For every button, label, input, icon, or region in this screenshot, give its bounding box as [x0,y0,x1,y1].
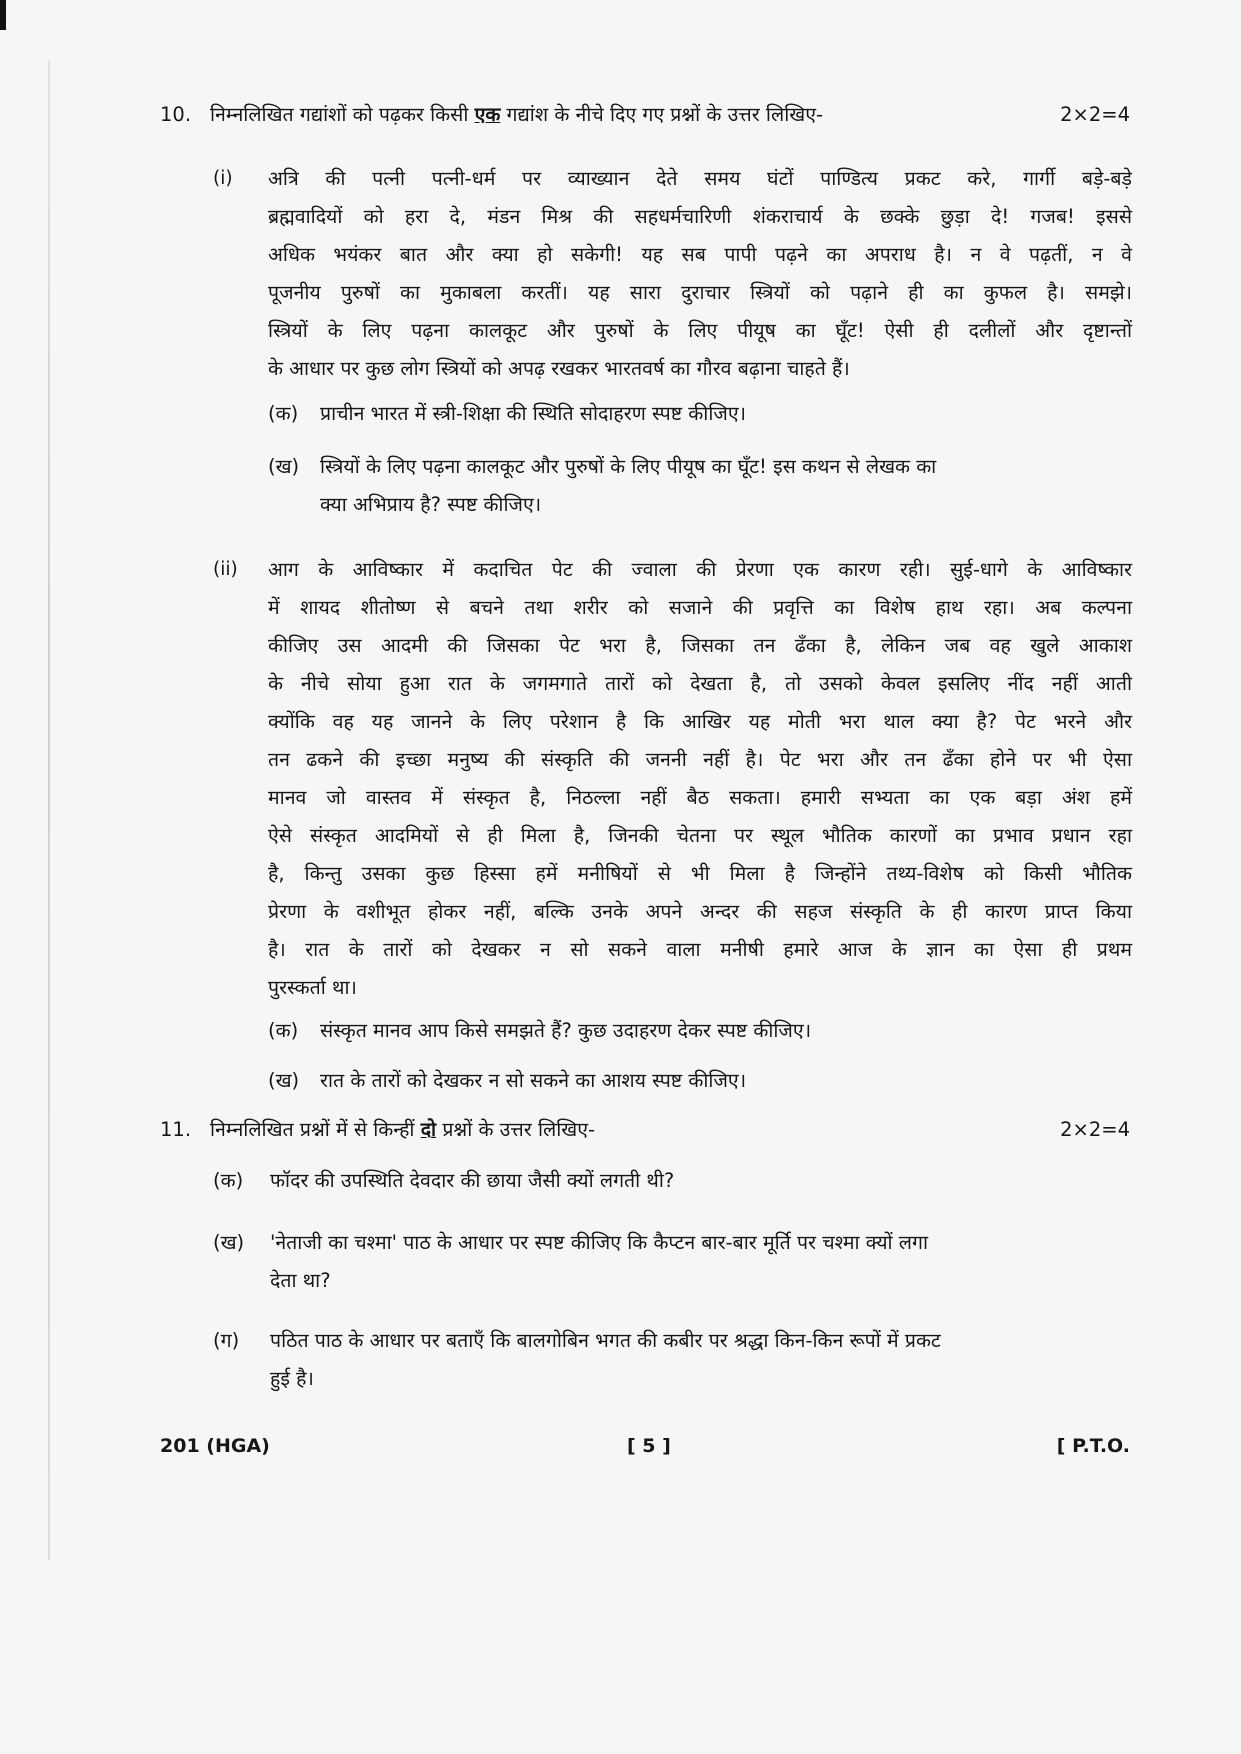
passage-line: के नीचे सोया हुआ रात के जगमगाते तारों को देखता है, तो उसको केवल इसलिए नींद नहीं आती [268,672,1132,695]
sub-question-label: (ग) [213,1329,240,1352]
passage-1 [268,160,1132,388]
question-instruction [210,1115,595,1145]
passage-line: क्योंकि वह यह जानने के लिए परेशान है कि आखिर यह मोती भरा थाल क्या है? पेट भरने और [268,710,1132,733]
instruction-emphasis: एक [474,103,501,126]
passage-line: अत्रि की पत्नी पत्नी-धर्म पर व्याख्यान देते समय घंटों पाण्डित्य प्रकट करे, गार्गी बड़े-बड़े [268,167,1132,190]
question-instruction [210,100,823,130]
sub-question-text: हुई है। [270,1367,314,1390]
sub-question-text: स्त्रियों के लिए पढ़ना कालकूट और पुरुषों के लिए पीयूष का घूँट! इस कथन से लेखक का [320,455,937,478]
passage-line: ऐसे संस्कृत आदमियों से ही मिला है, जिनकी चेतना पर स्थूल भौतिक कारणों का प्रभाव प्रधान रहा [268,824,1132,847]
question-number: 11. [160,1118,192,1141]
sub-question-label: (ख) [268,455,300,478]
instruction-text: निम्नलिखित प्रश्नों में से किन्हीं [210,1118,415,1141]
passage-line: आग के आविष्कार में कदाचित पेट की ज्वाला की प्रेरणा एक कारण रही। सुई-धागे के आविष्कार [268,558,1132,581]
instruction-emphasis: दो [420,1118,437,1141]
passage-2 [268,551,1132,1007]
passage-line: प्रेरणा के वशीभूत होकर नहीं, बल्कि उनके अपने अन्दर की सहज संस्कृति के ही कारण प्राप्त किया [268,900,1132,923]
sub-question-label: (ख) [213,1231,245,1254]
instruction-text: गद्यांश के नीचे दिए गए प्रश्नों के उत्तर लिखिए- [506,103,824,126]
sub-question-label: (क) [268,1019,299,1042]
passage-line: कीजिए उस आदमी की जिसका पेट भरा है, जिसका तन ढँका है, लेकिन जब वह खुले आकाश [268,634,1132,657]
passage-line: तन ढकने की इच्छा मनुष्य की संस्कृति की जननी नहीं है। पेट भरा और तन ढँका होने पर भी ऐसा [268,748,1132,771]
sub-question-text: रात के तारों को देखकर न सो सकने का आशय स्पष्ट कीजिए। [320,1069,747,1092]
passage-line: स्त्रियों के लिए पढ़ना कालकूट और पुरुषों के लिए पीयूष का घूँट! ऐसी ही दलीलों और दृष्टान्तों [268,319,1132,342]
sub-question-text: क्या अभिप्राय है? स्पष्ट कीजिए। [320,493,542,516]
sub-question-label: (क) [213,1169,244,1192]
sub-question-label: (ख) [268,1069,300,1092]
sub-question-text: पठित पाठ के आधार पर बताएँ कि बालगोबिन भगत की कबीर पर श्रद्धा किन-किन रूपों में प्रकट [270,1329,941,1352]
passage-line: में शायद शीतोष्ण से बचने तथा शरीर को सजाने की प्रवृत्ति का विशेष हाथ रहा। अब कल्पना [268,596,1132,619]
passage-line: पुरस्कर्ता था। [268,976,357,999]
passage-line: के आधार पर कुछ लोग स्त्रियों को अपढ़ रखकर भारतवर्ष का गौरव बढ़ाना चाहते हैं। [268,357,850,380]
passage-line: है, किन्तु उसका कुछ हिस्सा हमें मनीषियों से भी मिला है जिन्होंने तथ्य-विशेष को किसी भौतिक [268,862,1132,885]
passage-line: अधिक भयंकर बात और क्या हो सकेगी! यह सब पापी पढ़ने का अपराध है। न वे पढ़तीं, न वे [268,243,1132,266]
instruction-text: प्रश्नों के उत्तर लिखिए- [442,1118,596,1141]
sub-question-text: प्राचीन भारत में स्त्री-शिक्षा की स्थिति सोदाहरण स्पष्ट कीजिए। [320,402,747,425]
question-number: 10. [160,103,192,126]
passage-line: मानव जो वास्तव में संस्कृत है, निठल्ला नहीं बैठ सकता। हमारी सभ्यता का एक बड़ा अंश हमें [268,786,1132,809]
passage-line: ब्रह्मवादियों को हरा दे, मंडन मिश्र की सहधर्मचारिणी शंकराचार्य के छक्के छुड़ा दे! गजब! इससे [268,205,1132,228]
passage-line: है। रात के तारों को देखकर न सो सकने वाला मनीषी हमारे आज के ज्ञान का ऐसा ही प्रथम [268,938,1132,961]
question-marks: 2×2=4 [1060,103,1130,126]
sub-question-text: देता था? [270,1269,331,1292]
paper-code: 201 (HGA) [160,1435,270,1457]
pto-marker: [ P.T.O. [1056,1435,1130,1457]
sub-question-label: (क) [268,402,299,425]
question-marks: 2×2=4 [1060,1118,1130,1141]
page-number: [ 5 ] [627,1435,671,1457]
sub-question-text: फॉदर की उपस्थिति देवदार की छाया जैसी क्यों लगती थी? [270,1169,675,1192]
passage-label: (i) [213,168,233,189]
instruction-text: निम्नलिखित गद्यांशों को पढ़कर किसी [210,103,469,126]
passage-line: पूजनीय पुरुषों का मुकाबला करतीं। यह सारा दुराचार स्त्रियों को पढ़ाने ही का कुफल है। समझे। [268,281,1132,304]
sub-question-text: 'नेताजी का चश्मा' पाठ के आधार पर स्पष्ट कीजिए कि कैप्टन बार-बार मूर्ति पर चश्मा क्यों लगा [270,1231,929,1254]
sub-question-text: संस्कृत मानव आप किसे समझते हैं? कुछ उदाहरण देकर स्पष्ट कीजिए। [320,1019,812,1042]
passage-label: (ii) [213,559,238,580]
